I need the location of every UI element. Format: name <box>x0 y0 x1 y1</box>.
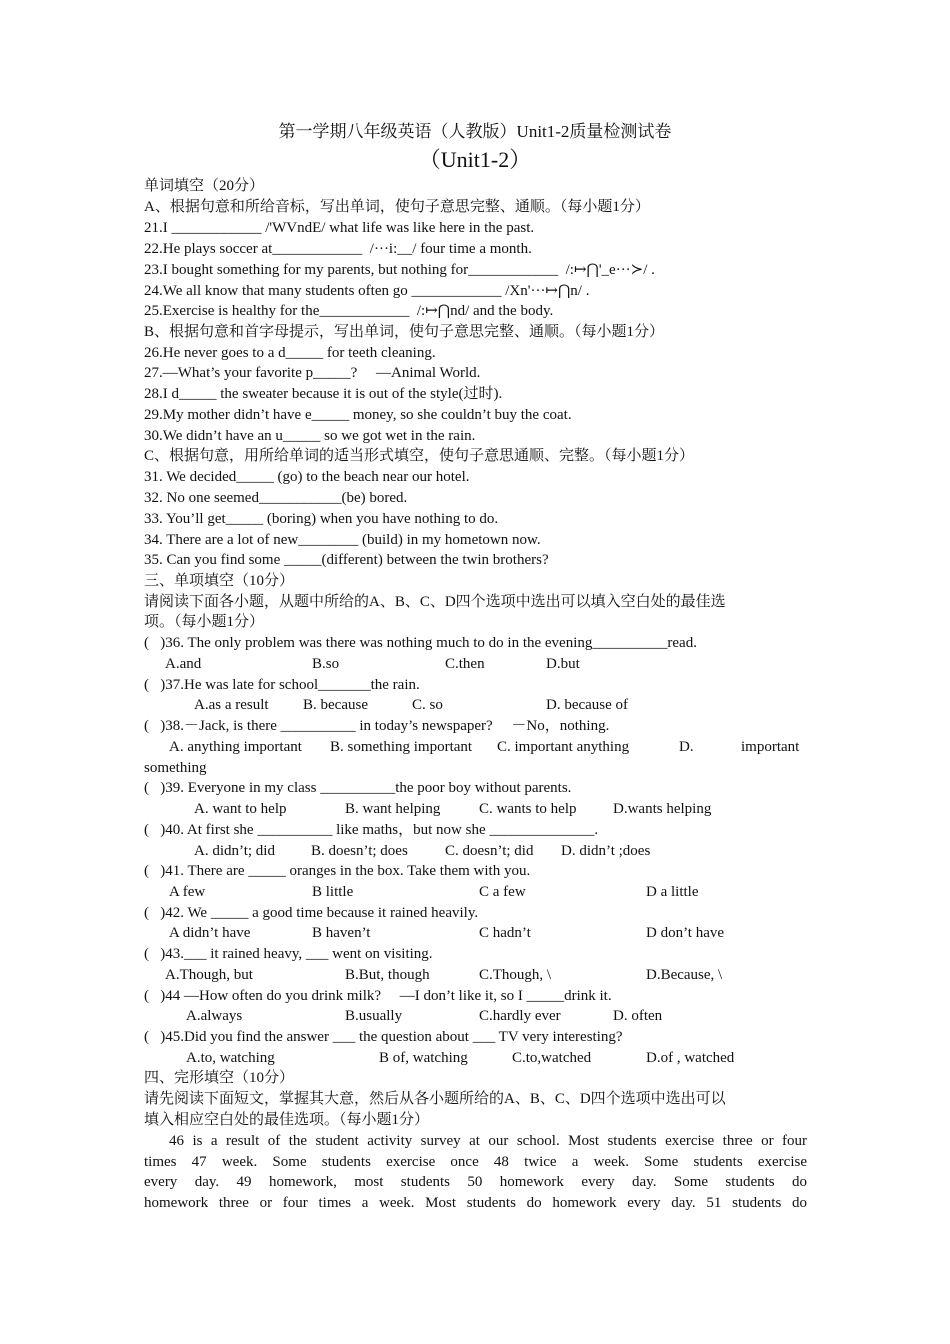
option-44-b: B.usually <box>345 1008 403 1024</box>
option-41-a: A few <box>169 884 206 900</box>
part-b-instruction: B、根据句意和首字母提示，写出单词，使句子意思完整、通顺。（每小题1分） <box>144 324 665 340</box>
option-45-d: D.of , watched <box>646 1050 735 1066</box>
option-43-b: B.But, though <box>345 967 430 983</box>
option-39-b: B. want helping <box>345 801 441 817</box>
section-heading-vocab: 单词填空（20分） <box>144 178 265 194</box>
question-27: 27.—What’s your favorite p_____? —Animal World. <box>144 365 481 381</box>
question-31: 31. We decided_____ (go) to the beach near our hotel. <box>144 469 470 485</box>
option-45-a: A.to, watching <box>186 1050 275 1066</box>
question-22: 22.He plays soccer at____________ /···i:__/ four time a month. <box>144 241 532 257</box>
option-43-c: C.Though, \ <box>479 967 552 983</box>
option-40-b: B. doesn’t; does <box>311 843 408 859</box>
option-38-b: B. something important <box>330 739 473 755</box>
option-39-d: D.wants helping <box>613 801 712 817</box>
question-33: 33. You’ll get_____ (boring) when you have nothing to do. <box>144 511 499 527</box>
option-38-d-text: important <box>741 739 800 755</box>
option-42-c: C hadn’t <box>479 925 531 941</box>
option-39-a: A. want to help <box>194 801 287 817</box>
question-30: 30.We didn’t have an u_____ so we got wet in the rain. <box>144 428 476 444</box>
question-40: ( )40. At first she __________ like maths，but now she ______________. <box>144 822 599 838</box>
question-25: 25.Exercise is healthy for the____________ /:↦⋂nd/ and the body. <box>144 303 554 319</box>
option-38-d: D. <box>679 739 694 755</box>
question-21: 21.I ____________ /'WVndE/ what life was like here in the past. <box>144 220 535 236</box>
question-26: 26.He never goes to a d_____ for teeth cleaning. <box>144 345 436 361</box>
question-35: 35. Can you find some _____(different) between the twin brothers? <box>144 552 549 568</box>
option-37-b: B. because <box>303 697 368 713</box>
option-45-b: B of, watching <box>379 1050 468 1066</box>
question-41: ( )41. There are _____ oranges in the box. Take them with you. <box>144 863 531 879</box>
section-heading-single-choice: 三、单项填空（10分） <box>144 573 295 589</box>
question-29: 29.My mother didn’t have e_____ money, so she couldn’t buy the coat. <box>144 407 572 423</box>
option-40-a: A. didn’t; did <box>194 843 275 859</box>
question-37: ( )37.He was late for school_______the rain. <box>144 677 420 693</box>
option-40-c: C. doesn’t; did <box>445 843 534 859</box>
option-37-c: C. so <box>412 697 443 713</box>
section-heading-cloze: 四、完形填空（10分） <box>144 1070 295 1086</box>
option-37-a: A.as a result <box>194 697 269 713</box>
question-42: ( )42. We _____ a good time because it rained heavily. <box>144 905 479 921</box>
option-45-c: C.to,watched <box>512 1050 592 1066</box>
question-43: ( )43.___ it rained heavy, ___ went on visiting. <box>144 946 433 962</box>
question-38: ( )38.－Jack, is there __________ in today’s newspaper? －No，nothing. <box>144 718 610 734</box>
option-38-a: A. anything important <box>169 739 302 755</box>
question-24: 24.We all know that many students often go ____________ /Xn'···↦⋂n/ . <box>144 283 590 299</box>
part-c-instruction: C、根据句意，用所给单词的适当形式填空，使句子意思通顺、完整。（每小题1分） <box>144 448 695 464</box>
option-36-c: C.then <box>445 656 485 672</box>
question-36: ( )36. The only problem was there was nothing much to do in the evening__________read. <box>144 635 697 651</box>
option-44-a: A.always <box>186 1008 243 1024</box>
option-42-b: B haven’t <box>312 925 371 941</box>
option-36-b: B.so <box>312 656 340 672</box>
option-41-b: B little <box>312 884 354 900</box>
exam-subtitle: （Unit1-2） <box>418 147 532 172</box>
option-44-d: D. often <box>613 1008 663 1024</box>
question-32: 32. No one seemed___________(be) bored. <box>144 490 408 506</box>
single-choice-instruction-1: 请阅读下面各小题，从题中所给的A、B、C、D四个选项中选出可以填入空白处的最佳选 <box>144 594 726 610</box>
option-38-d-wrap: something <box>144 760 207 776</box>
single-choice-instruction-2: 项。（每小题1分） <box>144 614 265 630</box>
option-40-d: D. didn’t ;does <box>561 843 651 859</box>
cloze-instruction-1: 请先阅读下面短文，掌握其大意，然后从各小题所给的A、B、C、D四个选项中选出可以 <box>144 1091 726 1107</box>
part-a-instruction: A、根据句意和所给音标，写出单词，使句子意思完整、通顺。（每小题1分） <box>144 199 650 215</box>
option-38-c: C. important anything <box>497 739 630 755</box>
cloze-passage-line-3: every day. 49 homework, most students 50 homework every day. Some students do <box>144 1174 807 1190</box>
question-34: 34. There are a lot of new________ (build) in my hometown now. <box>144 532 541 548</box>
option-36-a: A.and <box>165 656 202 672</box>
option-36-d: D.but <box>546 656 580 672</box>
option-41-c: C a few <box>479 884 526 900</box>
cloze-passage-line-1: 46 is a result of the student activity survey at our school. Most students exercise three or four <box>169 1133 807 1149</box>
option-39-c: C. wants to help <box>479 801 577 817</box>
cloze-passage-line-2: times 47 week. Some students exercise once 48 twice a week. Some students exercise <box>144 1154 807 1170</box>
exam-title: 第一学期八年级英语（人教版）Unit1-2质量检测试卷 <box>278 122 672 141</box>
question-23: 23.I bought something for my parents, but nothing for____________ /:↦⋂'_e···≻/ . <box>144 262 655 278</box>
option-42-a: A didn’t have <box>169 925 251 941</box>
option-43-a: A.Though, but <box>165 967 253 983</box>
question-44: ( )44 —How often do you drink milk? —I don’t like it, so I _____drink it. <box>144 988 612 1004</box>
option-42-d: D don’t have <box>646 925 725 941</box>
cloze-passage-line-4: homework three or four times a week. Most students do homework every day. 51 students do <box>144 1195 807 1211</box>
option-43-d: D.Because, \ <box>646 967 723 983</box>
question-28: 28.I d_____ the sweater because it is out of the style(过时). <box>144 386 503 402</box>
cloze-instruction-2: 填入相应空白处的最佳选项。（每小题1分） <box>144 1112 430 1128</box>
option-41-d: D a little <box>646 884 699 900</box>
option-37-d: D. because of <box>546 697 629 713</box>
question-39: ( )39. Everyone in my class __________the poor boy without parents. <box>144 780 572 796</box>
option-44-c: C.hardly ever <box>479 1008 561 1024</box>
question-45: ( )45.Did you find the answer ___ the question about ___ TV very interesting? <box>144 1029 623 1045</box>
